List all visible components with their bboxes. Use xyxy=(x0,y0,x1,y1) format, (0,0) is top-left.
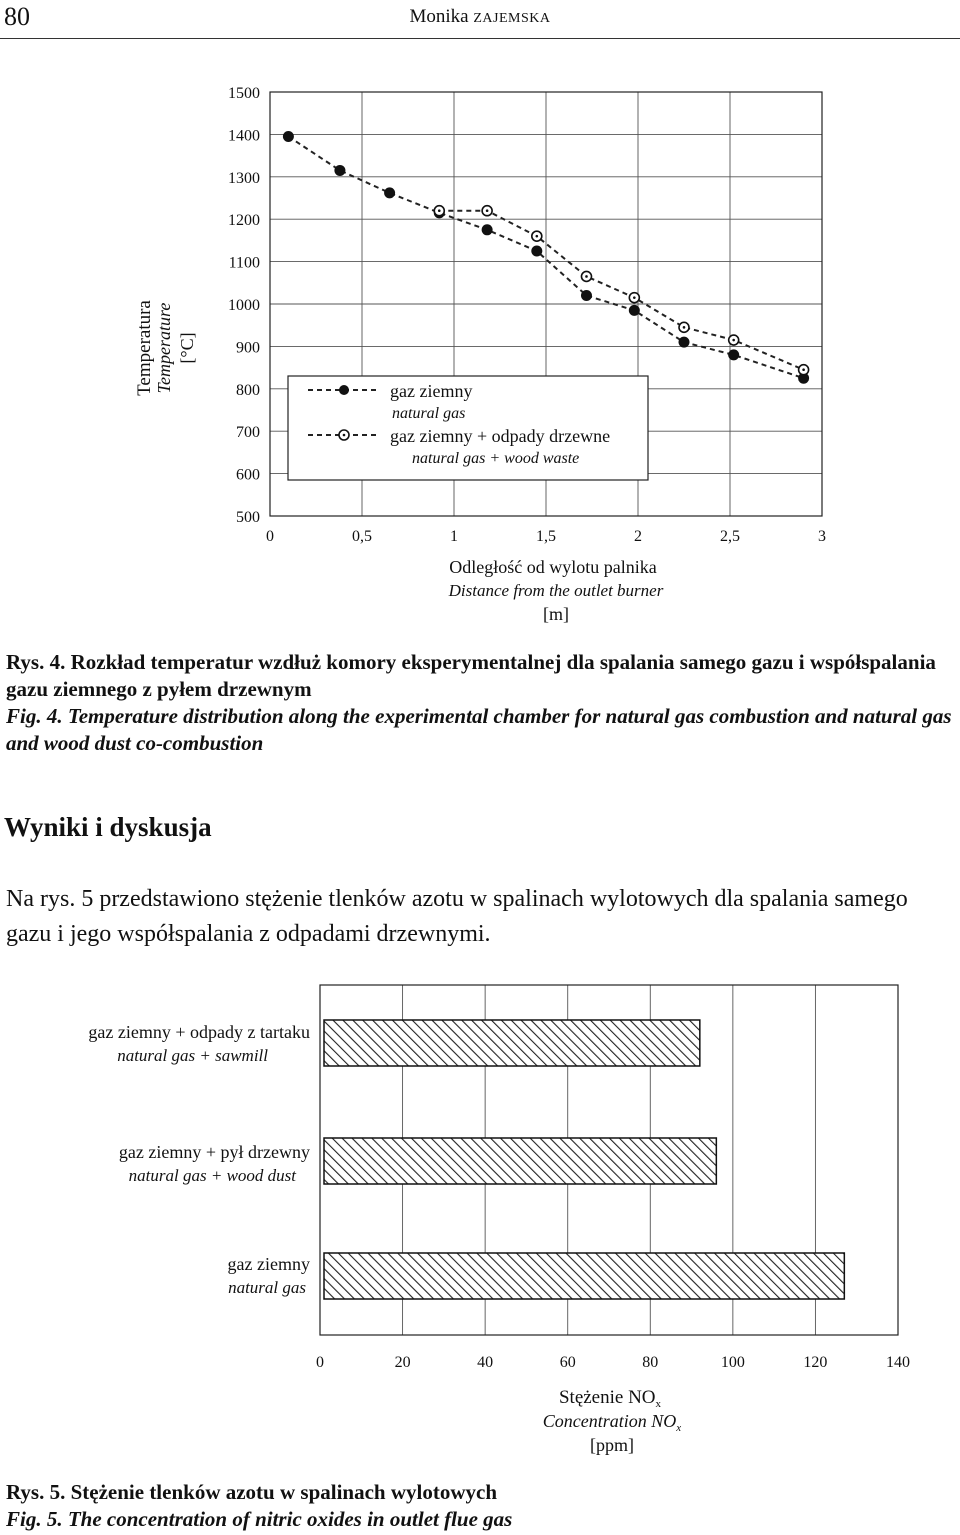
fig4-xtick-label: 1,5 xyxy=(536,528,556,545)
fig5-cat3-en: natural gas xyxy=(228,1278,306,1297)
fig5-xtick-label: 60 xyxy=(559,1354,576,1371)
fig4-point-filled xyxy=(283,131,294,142)
fig4-point-filled xyxy=(728,349,739,360)
fig4-ylabel-pl: Temperatura xyxy=(134,300,155,396)
fig4-xlabel-unit: [m] xyxy=(543,604,569,624)
fig4-xtick-label: 0 xyxy=(266,528,274,545)
fig4-point-open-dot xyxy=(486,209,489,212)
fig5-caption xyxy=(6,1479,958,1533)
page-number: 80 xyxy=(4,2,30,31)
fig5-x-tick-labels xyxy=(316,1354,910,1371)
fig4-point-filled xyxy=(482,224,493,235)
fig5-chart xyxy=(0,975,960,1475)
fig5-xtick-label: 0 xyxy=(316,1354,324,1371)
legend-natural-gas-pl: gaz ziemny xyxy=(390,381,473,401)
fig4-ytick-label: 1000 xyxy=(228,297,260,314)
fig5-xtick-label: 120 xyxy=(803,1354,828,1371)
author-first: Monika xyxy=(409,6,474,27)
fig4-xtick-label: 3 xyxy=(818,528,826,545)
fig4-point-filled xyxy=(531,246,542,257)
fig4-ytick-label: 1200 xyxy=(228,212,260,230)
fig4-point-filled xyxy=(334,165,345,176)
fig4-point-open-dot xyxy=(683,326,686,329)
fig5-caption-pl: Rys. 5. Stężenie tlenków azotu w spalinach wylotowych xyxy=(6,1480,498,1504)
fig4-xtick-label: 0,5 xyxy=(352,528,372,545)
fig4-ytick-label: 1500 xyxy=(228,85,260,102)
legend-natural-gas-en: natural gas xyxy=(392,405,466,422)
fig4-ylabel-en: Temperature xyxy=(154,302,174,394)
fig4-point-open-dot xyxy=(438,209,441,212)
fig4-series-line-1 xyxy=(439,211,803,370)
fig4-xtick-label: 1 xyxy=(450,528,458,545)
fig4-point-filled xyxy=(629,305,640,316)
fig5-cat1-en: natural gas + sawmill xyxy=(117,1046,268,1065)
fig5-xtick-label: 40 xyxy=(477,1354,494,1371)
fig4-ytick-label: 800 xyxy=(236,381,260,399)
fig4-xlabel-pl: Odległość od wylotu palnika xyxy=(449,557,657,577)
fig4-caption-pl: Rys. 4. Rozkład temperatur wzdłuż komory eksperymentalnej dla spalania samego gazu i współspalania gazu ziemnego z pyłem drzewnym xyxy=(6,650,936,701)
fig5-xlabel-pl: Stężenie $NO_x$ xyxy=(558,1387,662,1410)
fig5-cat2-en: natural gas + wood dust xyxy=(128,1166,296,1185)
fig4-ytick-label: 700 xyxy=(236,424,260,442)
fig4-point-filled xyxy=(384,187,395,198)
fig5-cat1-pl: gaz ziemny + odpady z tartaku xyxy=(88,1022,310,1042)
running-head-author xyxy=(0,6,960,28)
fig5-xlabel-en: Concentration $NO_x$ xyxy=(542,1411,682,1434)
fig5-xtick-label: 100 xyxy=(720,1354,745,1371)
fig4-x-tick-labels xyxy=(266,528,826,545)
fig5-xtick-label: 140 xyxy=(886,1354,910,1371)
fig5-caption-en: Fig. 5. The concentration of nitric oxides in outlet flue gas xyxy=(6,1507,513,1531)
fig5-xtick-label: 20 xyxy=(394,1354,411,1371)
fig5-bar-2 xyxy=(324,1253,844,1299)
legend-marker-filled xyxy=(339,385,349,395)
fig4-ytick-label: 500 xyxy=(236,509,260,526)
fig4-ytick-label: 1400 xyxy=(228,127,260,145)
fig4-point-open-dot xyxy=(633,296,636,299)
section-title: Wyniki i dyskusja xyxy=(4,812,212,842)
fig4-caption-en: Fig. 4. Temperature distribution along the experimental chamber for natural gas combustion and natural gas and wood dust co-combustion xyxy=(6,704,952,755)
fig4-ytick-label: 600 xyxy=(236,466,260,484)
body-paragraph: Na rys. 5 przedstawiono stężenie tlenków azotu w spalinach wylotowych dla spalania samego gazu i jego współspalania z odpadami drzewnymi. xyxy=(6,886,908,947)
fig4-point-open-dot xyxy=(732,339,735,342)
fig4-point-filled xyxy=(581,290,592,301)
fig5-cat3-pl: gaz ziemny xyxy=(227,1254,310,1274)
legend-wood-waste-pl: gaz ziemny + odpady drzewne xyxy=(390,426,611,446)
fig4-ytick-label: 900 xyxy=(236,339,260,357)
header-rule xyxy=(0,38,960,39)
fig5-bar-0 xyxy=(324,1020,700,1066)
fig4-caption xyxy=(6,649,958,757)
author-last: ZAJEMSKA xyxy=(473,11,551,26)
fig4-xlabel-en: Distance from the outlet burner xyxy=(448,581,664,600)
fig5-xlabel-unit: [ppm] xyxy=(590,1435,634,1455)
fig4-ytick-label: 1300 xyxy=(228,169,260,187)
fig4-point-open-dot xyxy=(802,368,805,371)
fig4-xtick-label: 2 xyxy=(634,528,642,545)
fig5-bars xyxy=(324,1020,844,1299)
fig4-point-open-dot xyxy=(536,235,539,238)
fig4-point-filled xyxy=(679,337,690,348)
fig4-y-tick-labels xyxy=(228,85,260,526)
fig4-ytick-label: 1100 xyxy=(228,254,260,272)
fig5-xtick-label: 80 xyxy=(642,1354,659,1371)
fig4-xtick-label: 2,5 xyxy=(720,528,740,545)
fig5-bar-1 xyxy=(324,1138,716,1184)
legend-wood-waste-en: natural gas + wood waste xyxy=(412,450,580,467)
fig4-point-open-dot xyxy=(585,275,588,278)
fig4-ylabel-unit: [°C] xyxy=(177,332,197,364)
fig5-cat2-pl: gaz ziemny + pył drzewny xyxy=(118,1142,310,1162)
fig4-chart xyxy=(0,60,960,630)
